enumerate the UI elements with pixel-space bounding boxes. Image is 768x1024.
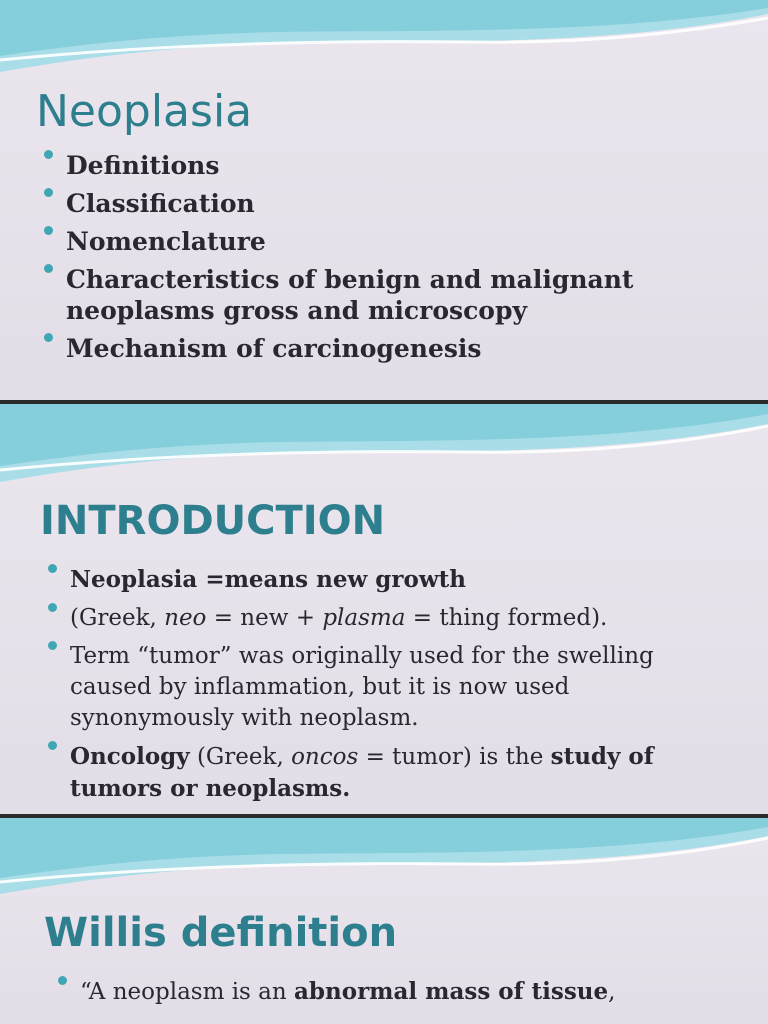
list-item: Classification xyxy=(42,188,682,219)
text-run: = tumor) is the xyxy=(358,744,551,770)
text-run: oncos xyxy=(291,744,359,770)
slide-willis-definition xyxy=(0,818,768,1024)
text-run: plasma xyxy=(322,605,406,631)
text-run: Neoplasia =means new growth xyxy=(70,566,466,593)
topic-list xyxy=(42,150,682,364)
text-run: (Greek, xyxy=(70,605,165,631)
list-item: Nomenclature xyxy=(42,226,682,257)
slide-neoplasia xyxy=(0,0,768,400)
text-run: Oncology xyxy=(70,743,190,770)
text-run: (Greek, xyxy=(189,744,292,770)
text-run: Term “tumor” was originally used for the swelling caused by inflammation, but it is now used synonymously with neoplasm. xyxy=(70,643,654,731)
wave-header-decoration xyxy=(0,818,768,908)
list-item xyxy=(46,564,696,596)
text-run: = new + xyxy=(206,605,323,631)
list-item: Characteristics of benign and malignant neoplasms gross and microscopy xyxy=(42,264,682,326)
slide-introduction xyxy=(0,404,768,814)
list-item: Definitions xyxy=(42,150,682,181)
text-run: “A neoplasm is an xyxy=(80,979,295,1005)
wave-header-decoration xyxy=(0,0,768,90)
slide-title: Willis definition xyxy=(44,910,398,956)
wave-header-decoration xyxy=(0,404,768,494)
text-run: , xyxy=(608,979,616,1005)
list-item: Mechanism of carcinogenesis xyxy=(42,333,682,364)
list-item xyxy=(46,603,696,634)
intro-bullet-list xyxy=(46,564,696,812)
text-run: = thing formed). xyxy=(405,605,608,631)
list-item xyxy=(46,741,696,805)
text-run: abnormal mass of tissue xyxy=(294,978,609,1005)
slide-title: INTRODUCTION xyxy=(40,498,386,544)
list-item xyxy=(56,976,736,1008)
definition-bullet-list xyxy=(56,976,736,1015)
slide-title: Neoplasia xyxy=(36,86,253,137)
list-item xyxy=(46,641,696,734)
text-run: neo xyxy=(164,605,207,631)
text-run: study of tumors or neoplasms. xyxy=(70,743,654,802)
